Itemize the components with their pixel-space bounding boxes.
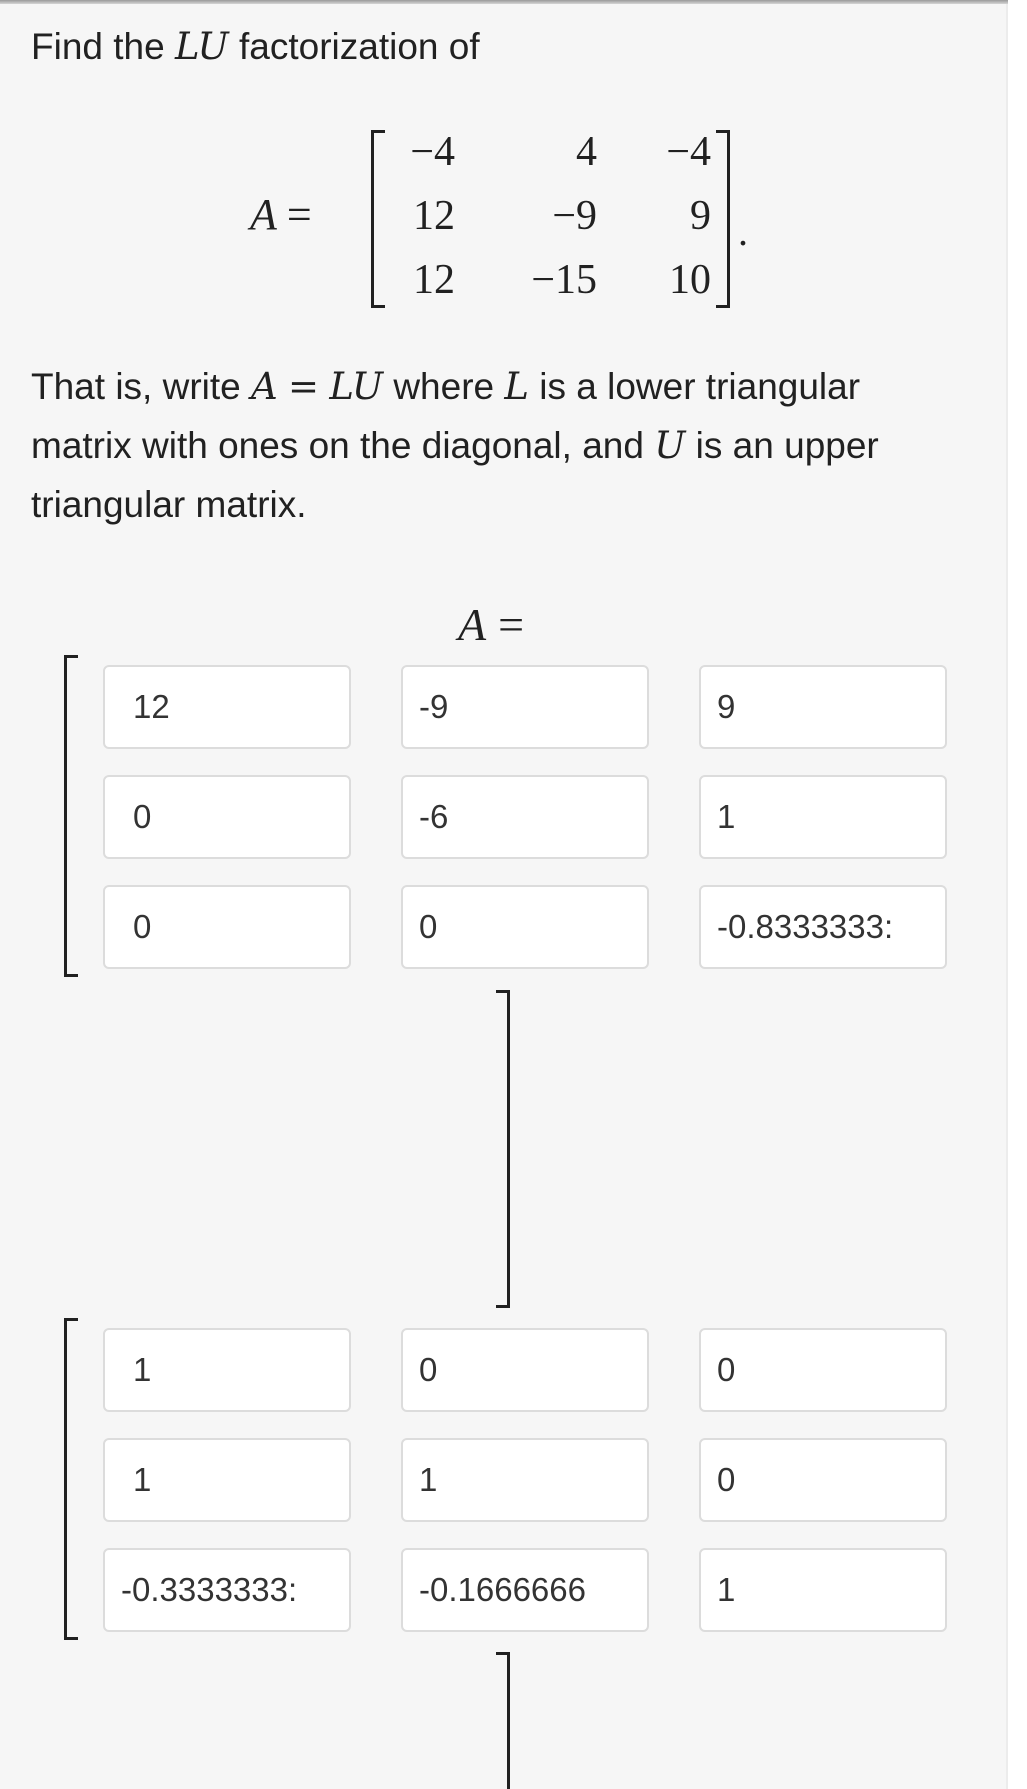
l-matrix-left-bracket: [64, 1318, 78, 1640]
explanation-text: matrix with ones on the diagonal, and: [31, 425, 655, 466]
given-matrix-cell: −9: [552, 193, 597, 239]
l-matrix-input-r2c2[interactable]: [401, 1438, 649, 1522]
u-matrix-input-r1c3[interactable]: [699, 665, 947, 749]
l-matrix-input-r1c3[interactable]: [699, 1328, 947, 1412]
u-matrix-input-r2c1[interactable]: [103, 775, 351, 859]
explanation-math: LU: [329, 365, 384, 408]
u-matrix-input-r3c2[interactable]: [401, 885, 649, 969]
given-matrix-equals: =: [286, 190, 312, 239]
explanation-math: L: [504, 365, 529, 408]
given-matrix-cell: −4: [666, 129, 711, 175]
l-matrix-input-r2c1[interactable]: [103, 1438, 351, 1522]
u-matrix-input-r3c3[interactable]: [699, 885, 947, 969]
given-matrix-right-bracket: [716, 130, 730, 308]
answer-label-var: A: [458, 599, 487, 650]
question-intro-suffix: factorization of: [228, 26, 480, 67]
explanation-math: U: [654, 424, 686, 467]
l-matrix-input-r1c1[interactable]: [103, 1328, 351, 1412]
l-matrix-input-r1c2[interactable]: [401, 1328, 649, 1412]
l-matrix-input-r3c2[interactable]: [401, 1548, 649, 1632]
explanation-text: That is, write: [31, 366, 251, 407]
l-matrix-input-r3c1[interactable]: [103, 1548, 351, 1632]
given-matrix-cell: −15: [531, 257, 597, 303]
explanation-math: =: [288, 365, 320, 408]
page-margin: [1008, 0, 1027, 1789]
explanation-math: A: [251, 365, 278, 408]
given-matrix-cell: 12: [413, 193, 455, 239]
u-matrix-input-r2c3[interactable]: [699, 775, 947, 859]
answer-label-equals: =: [498, 599, 525, 650]
u-matrix-input-r1c1[interactable]: [103, 665, 351, 749]
u-matrix-input-r1c2[interactable]: [401, 665, 649, 749]
given-matrix-cell: 9: [690, 193, 711, 239]
explanation-text: is a lower triangular: [528, 366, 861, 407]
answer-label: [458, 598, 524, 651]
given-matrix-period: .: [738, 209, 748, 254]
u-matrix-right-bracket: [496, 990, 510, 1308]
given-matrix-cell: −4: [410, 129, 455, 175]
given-matrix: [250, 120, 770, 320]
u-matrix-input-r3c1[interactable]: [103, 885, 351, 969]
question-intro-math: LU: [174, 25, 229, 68]
l-matrix-input-r2c3[interactable]: [699, 1438, 947, 1522]
u-matrix-input-r2c2[interactable]: [401, 775, 649, 859]
given-matrix-cell: 12: [413, 257, 455, 303]
given-matrix-cell: 10: [669, 257, 711, 303]
explanation-line-3: triangular matrix.: [31, 484, 307, 525]
explanation-line-2: [31, 424, 879, 468]
u-matrix-left-bracket: [64, 655, 78, 977]
given-matrix-cell: 4: [576, 129, 597, 175]
question-intro-text: Find the: [31, 26, 175, 67]
given-matrix-label: [250, 190, 312, 240]
l-matrix-right-bracket: [496, 1652, 510, 1789]
explanation-text: where: [383, 366, 505, 407]
explanation-line-1: [31, 365, 860, 409]
given-matrix-name: A: [250, 190, 277, 239]
l-matrix-input-r3c3[interactable]: [699, 1548, 947, 1632]
explanation-text: is an upper: [685, 425, 879, 466]
question-intro: [31, 25, 480, 69]
